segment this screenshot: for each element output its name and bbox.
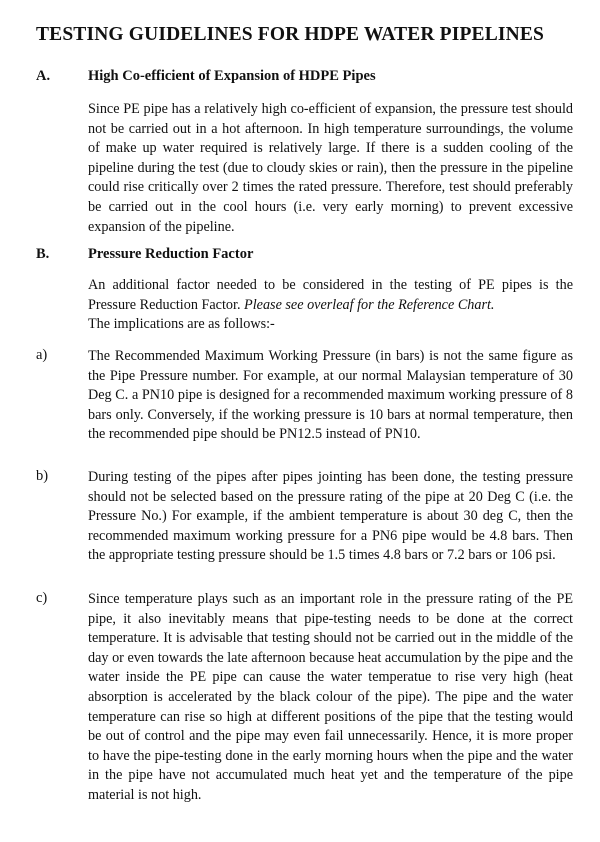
section-b-intro — [88, 276, 573, 335]
section-b-implications: The implications are as follows:- — [88, 316, 275, 333]
section-b-label: B. — [36, 246, 50, 262]
page-title: TESTING GUIDELINES FOR HDPE WATER PIPELINES — [36, 24, 544, 45]
section-a-paragraph: Since PE pipe has a relatively high co-efficient of expansion, the pressure test should not be carried out in a hot afternoon. In high temperature surroundings, the volume of make up water required is relatively large. If there is a sudden cooling of the pipeline during the test (due to cloudy skies or rain), then the pressure in the pipeline could rise critically over 2 times the rated pressure. Therefore, test should preferably be carried out in the cool hours (i.e. very early morning) to prevent excessive expansion of the pipeline. — [88, 101, 573, 235]
section-b-reference-note: Please see overleaf for the Reference Chart. — [244, 296, 495, 313]
section-a-heading: High Co-efficient of Expansion of HDPE Pipes — [88, 68, 376, 84]
section-b-intro-text: An additional factor needed to be considered in the testing of PE pipes is the Pressure Reduction Factor. — [88, 277, 573, 313]
item-b-label: b) — [36, 468, 49, 484]
item-c-label: c) — [36, 590, 48, 606]
item-a-paragraph: The Recommended Maximum Working Pressure (in bars) is not the same figure as the Pipe Pressure number. For example, at our normal Malaysian temperature of 30 Deg C. a PN10 pipe is designed for a recommended maximum working pressure of 8 bars only. Conversely, if the working pressure is 10 bars at normal temperature, then the recommended pipe should be PN12.5 instead of PN10. — [88, 348, 573, 443]
item-c-paragraph: Since temperature plays such as an important role in the pressure rating of the PE pipe, it also inevitably means that pipe-testing needs to be done at the correct temperature. It is advisable that testing should not be carried out in the middle of the day or even towards the late afternoon because heat accumulation by the pipe and the water inside the PE pipe can cause the water temperatue to rise very high (heat absorption is accelerated by the black colour of the pipe). The pipe and the water temperature can rise so high at different positions of the pipe that the testing would be out of control and the pipe may even fail unnecessarily. Hence, it is more proper to have the pipe-testing done in the early morning hours when the pipe and the water in the pipe have not accumulated much heat yet and the temperature of the pipe material is not high. — [88, 591, 573, 803]
section-b-heading: Pressure Reduction Factor — [88, 246, 254, 262]
item-b-paragraph: During testing of the pipes after pipes jointing has been done, the testing pressure should not be selected based on the pressure rating of the pipe at 20 Deg C (i.e. the Pressure No.) For example, if the ambient temperature is about 30 deg C, then the recommended maximum working pressure for a PN6 pipe would be 4.8 bars. Then the appropriate testing pressure should be 1.5 times 4.8 bars or 7.2 bars or 106 psi. — [88, 469, 573, 564]
item-a-label: a) — [36, 347, 48, 363]
section-a-label: A. — [36, 68, 51, 84]
